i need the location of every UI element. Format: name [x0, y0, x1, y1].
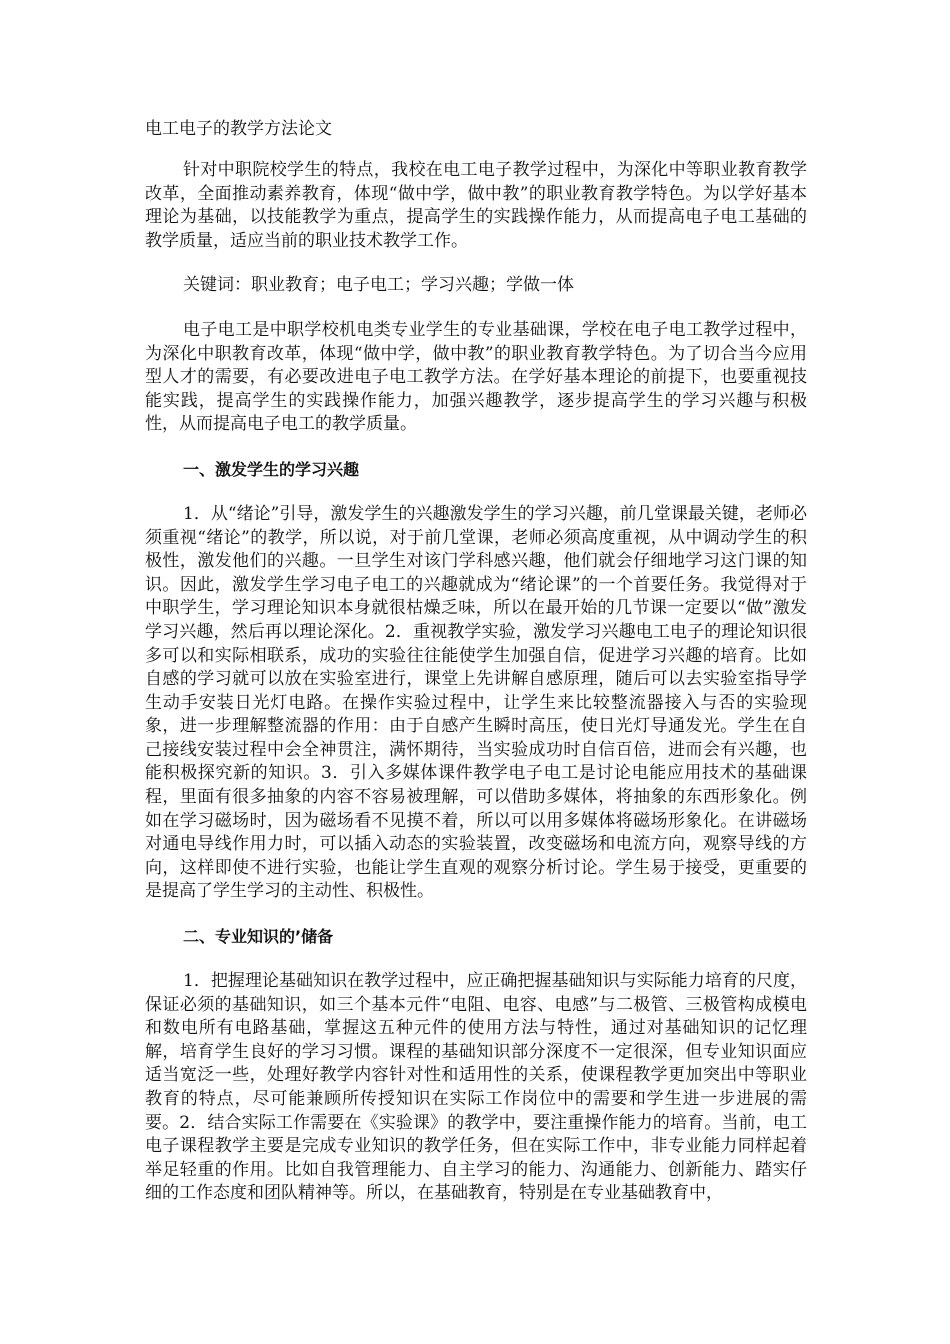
- document-page: [145, 108, 807, 1206]
- spacer: [145, 437, 807, 458]
- section-2-body: 1．把握理论基础知识在教学过程中，应正确把握基础知识与实际能力培育的尺度，保证必须的基础知识，如三个基本元件“电阻、电容、电感”与二极管、三极管构成模电和数电所有电路基础，掌握这五种元件的使用方法与特性，通过对基础知识的记忆理解，培育学生良好的学习习惯。课程的基础知识部分深度不一定很深，但专业知识面应适当宽泛一些，处理好教学内容针对性和适用性的关系，使课程教学更加突出中等职业教育的特点，尽可能兼顾所传授知识在实际工作岗位中的需要和学生进一步进展的需要。2．结合实际工作需要在《实验课》的教学中，要注重操作能力的培育。当前，电工电子课程教学主要是完成专业知识的教学任务，但在实际工作中，非专业能力同样起着举足轻重的作用。比如自我管理能力、自主学习的能力、沟通能力、创新能力、踏实仔细的工作态度和团队精神等。所以，在基础教育，特别是在专业基础教育中，: [145, 971, 807, 1204]
- intro-paragraph: 电子电工是中职学校机电类专业学生的专业基础课，学校在电子电工教学过程中，为深化中职教育改革，体现“做中学，做中教”的职业教育教学特色。为了切合当今应用型人才的需要，有必要改进电子电工教学方法。在学好基本理论的前提下，也要重视技能实践，提高学生的实践操作能力，加强兴趣教学，逐步提高学生的学习兴趣与积极性，从而提高电子电工的教学质量。: [145, 319, 807, 435]
- spacer: [145, 143, 807, 159]
- spacer: [145, 298, 807, 319]
- spacer: [145, 904, 807, 925]
- abstract-paragraph: 针对中职院校学生的特点，我校在电工电子教学过程中，为深化中等职业教育教学改革，全面推动素养教育，体现“做中学，做中教”的职业教育教学特色。为以学好基本理论为基础，以技能教学为重点，提高学生的实践操作能力，从而提高电子电工基础的教学质量，适应当前的职业技术教学工作。: [145, 160, 807, 251]
- section-1-body: 1．从“绪论”引导，激发学生的兴趣激发学生的学习兴趣，前几堂课最关键，老师必须重视“绪论”的教学，所以说，对于前几堂课，老师必须高度重视，从中调动学生的积极性，激发他们的兴趣。一旦学生对该门学科感兴趣，他们就会仔细地学习这门课的知识。因此，激发学生学习电子电工的兴趣就成为“绪论课”的一个首要任务。我觉得对于中职学生，学习理论知识本身就很枯燥乏味，所以在最开始的几节课一定要以“做”激发学习兴趣，然后再以理论深化。2．重视教学实验，激发学习兴趣电工电子的理论知识很多可以和实际相联系，成功的实验往往能使学生加强自信，促进学习兴趣的培育。比如自感的学习就可以放在实验室进行，课堂上先讲解自感原理，随后可以去实验室指导学生动手安装日光灯电路。在操作实验过程中，让学生来比较整流器接入与否的实验现象，进一步理解整流器的作用：由于自感产生瞬时高压，使日光灯导通发光。学生在自己接线安装过程中会全神贯注，满怀期待，当实验成功时自信百倍，进而会有兴趣，也能积极探究新的知识。3．引入多媒体课件教学电子电工是讨论电能应用技术的基础课程，里面有很多抽象的内容不容易被理解，可以借助多媒体，将抽象的东西形象化。例如在学习磁场时，因为磁场看不见摸不着，所以可以用多媒体将磁场形象化。在讲磁场对通电导线作用力时，可以插入动态的实验装置，改变磁场和电流方向，观察导线的方向，这样即使不进行实验，也能让学生直观的观察分析讨论。学生易于接受，更重要的是提高了学生学习的主动性、积极性。: [145, 503, 807, 902]
- document-title: 电工电子的教学方法论文: [145, 119, 332, 139]
- keywords-paragraph: 关键词：职业教育；电子电工；学习兴趣；学做一体: [183, 275, 574, 296]
- section-1-heading: 一、激发学生的学习兴趣: [183, 459, 360, 479]
- section-2-heading: 二、专业知识的’储备: [183, 927, 334, 947]
- spacer: [145, 949, 807, 970]
- spacer: [145, 253, 807, 274]
- spacer: [145, 482, 807, 503]
